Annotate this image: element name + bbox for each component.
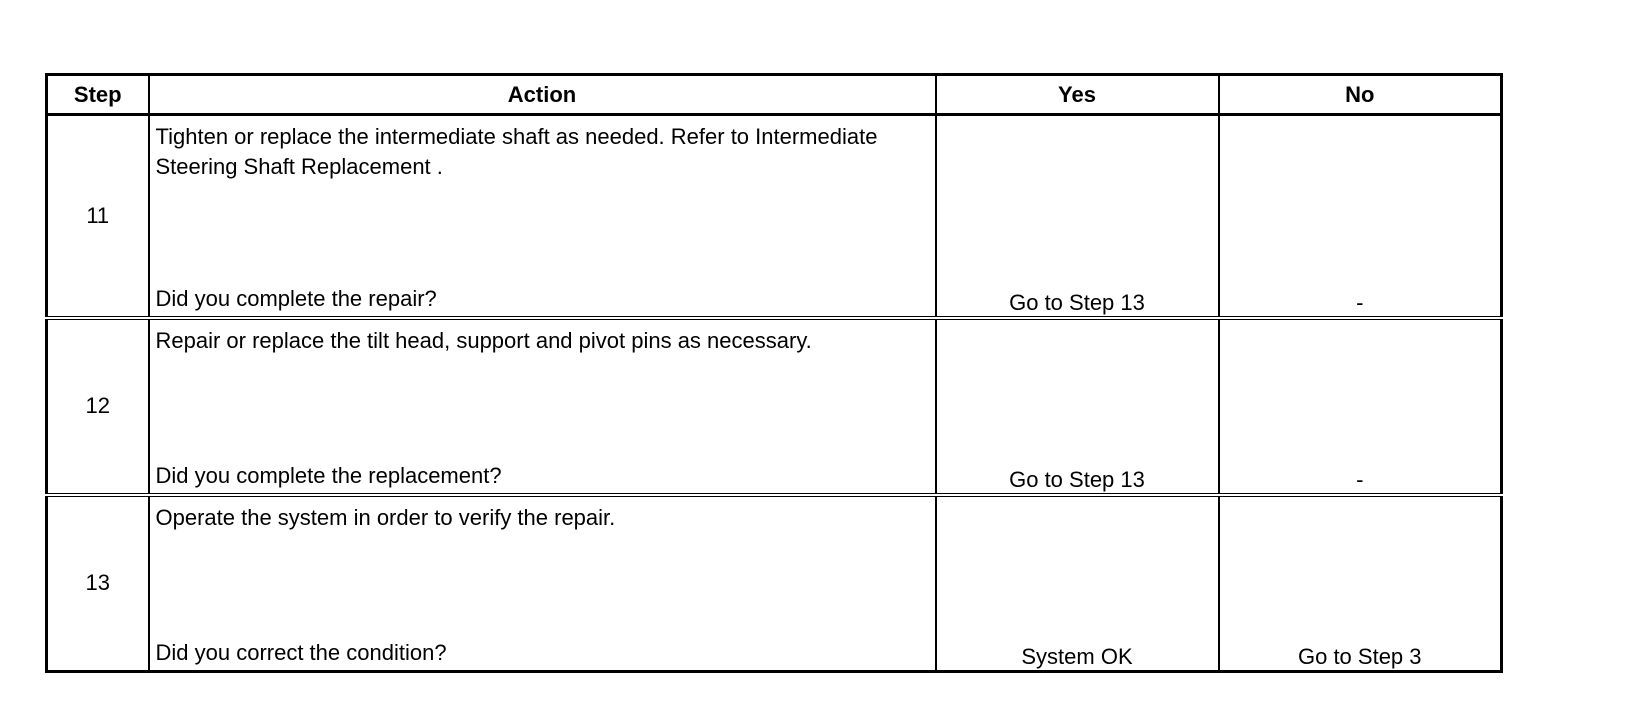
action-cell	[149, 495, 936, 672]
header-step: Step	[47, 75, 149, 115]
action-text: Operate the system in order to verify the repair.	[155, 504, 616, 530]
yes-result: System OK	[936, 495, 1219, 672]
no-result: -	[1219, 115, 1502, 318]
diagnostic-table-container	[45, 73, 1503, 673]
header-action: Action	[149, 75, 936, 115]
header-no: No	[1219, 75, 1502, 115]
action-question: Did you correct the condition?	[155, 640, 447, 665]
action-cell	[149, 115, 936, 318]
step-number: 13	[47, 495, 149, 672]
table-row-step-11	[47, 115, 1502, 318]
table-row-step-12	[47, 318, 1502, 495]
header-yes: Yes	[936, 75, 1219, 115]
no-result: -	[1219, 318, 1502, 495]
yes-result: Go to Step 13	[936, 318, 1219, 495]
action-question: Did you complete the replacement?	[155, 462, 502, 488]
action-text: Tighten or replace the intermediate shaft as needed. Refer to Intermediate Steering Shaft Replacement .	[155, 124, 878, 179]
step-number: 11	[47, 115, 149, 318]
no-result: Go to Step 3	[1219, 495, 1502, 672]
step-number: 12	[47, 318, 149, 495]
yes-result: Go to Step 13	[936, 115, 1219, 318]
diagnostic-steps-table	[45, 73, 1503, 673]
action-cell	[149, 318, 936, 495]
table-header-row	[47, 75, 1502, 115]
action-text: Repair or replace the tilt head, support and pivot pins as necessary.	[155, 327, 812, 353]
action-question: Did you complete the repair?	[155, 285, 437, 311]
table-row-step-13	[47, 495, 1502, 672]
